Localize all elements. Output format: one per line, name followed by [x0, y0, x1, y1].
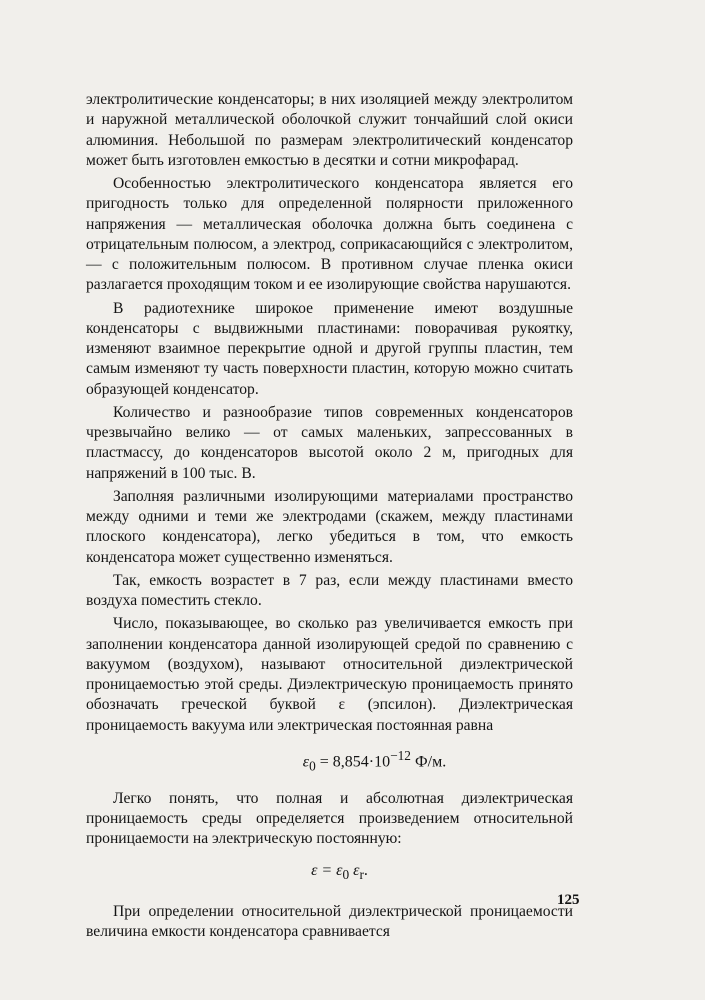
paragraph-relative-permittivity-measurement: При определении относительной диэлектрической проницаемости величина емкости конденсатора сравнивается [86, 902, 573, 940]
formula-absolute-permittivity [86, 861, 573, 885]
formula1-exponent: −12 [390, 747, 411, 763]
paragraph-insulating-materials: Заполняя различными изолирующими материалами пространство между одними и теми же электродами (скажем, между пластинами плоского конденсатора), легко убедиться в том, что емкость конденсатора может существенно изменяться. [86, 487, 573, 566]
formula-electric-constant [86, 746, 573, 777]
paragraph-absolute-permittivity: Легко понять, что полная и абсолютная диэлектрическая проницаемость среды определяется произведением относительной проницаемости на электрическую постоянную: [86, 789, 573, 848]
formula1-value: = 8,854·10 [315, 753, 391, 771]
page-body [86, 90, 573, 942]
formula2-subscript-0: 0 [342, 867, 350, 883]
paragraph-electrolytic-continuation: электролитические конденсаторы; в них изоляцией между электролитом и наружной металлической оболочкой служит тончайший слой окиси алюминия. Небольшой по размерам электролитический конденсатор может быть изготовлен емкостью в десятки и сотни микрофарад. [86, 91, 573, 169]
formula1-unit: Ф/м. [410, 753, 447, 771]
formula1-lhs-subscript: 0 [309, 758, 316, 774]
formula2-end: . [363, 862, 368, 880]
formula2-lhs: ε = ε [311, 862, 343, 880]
formula1-lhs: ε [302, 753, 310, 771]
paragraph-variable-capacitors: В радиотехнике широкое применение имеют воздушные конденсаторы с выдвижными пластинами: поворачивая рукоятку, изменяют взаимное перекрытие одной и другой группы пластин, тем самым изменяют ту часть поверхности пластин, которую можно считать образующей конденсатор. [86, 299, 573, 398]
paragraph-capacitor-types: Количество и разнообразие типов современных конденсаторов чрезвычайно велико — от самых маленьких, запрессованных в пластмассу, до конденсаторов высотой около 2 м, пригодных для напряжений в 100 тыс. В. [86, 403, 573, 482]
formula2-subscript-r: r [359, 867, 364, 883]
paragraph-polarity: Особенностью электролитического конденсатора является его пригодность только для определенной полярности приложенного напряжения — металлическая оболочка должна быть соединена с отрицательным полюсом, а электрод, соприкасающийся с электролитом, — с положительным полюсом. В противном случае пленка окиси разлагается проходящим током и ее изолирующие свойства нарушаются. [86, 175, 573, 294]
page-number: 125 [557, 892, 580, 908]
paragraph-permittivity-definition: Число, показывающее, во сколько раз увеличивается емкость при заполнении конденсатора данной изолирующей средой по сравнению с вакуумом (воздухом), называют относительной диэлектрической проницаемостью этой среды. Диэлектрическую проницаемость принято обозначать греческой буквой ε (эпсилон). Диэлектрическая проницаемость вакуума или электрическая постоянная равна [86, 615, 573, 734]
formula2-mid: ε [349, 862, 360, 880]
paragraph-glass-example: Так, емкость возрастет в 7 раз, если между пластинами вместо воздуха поместить стекло. [86, 571, 573, 609]
